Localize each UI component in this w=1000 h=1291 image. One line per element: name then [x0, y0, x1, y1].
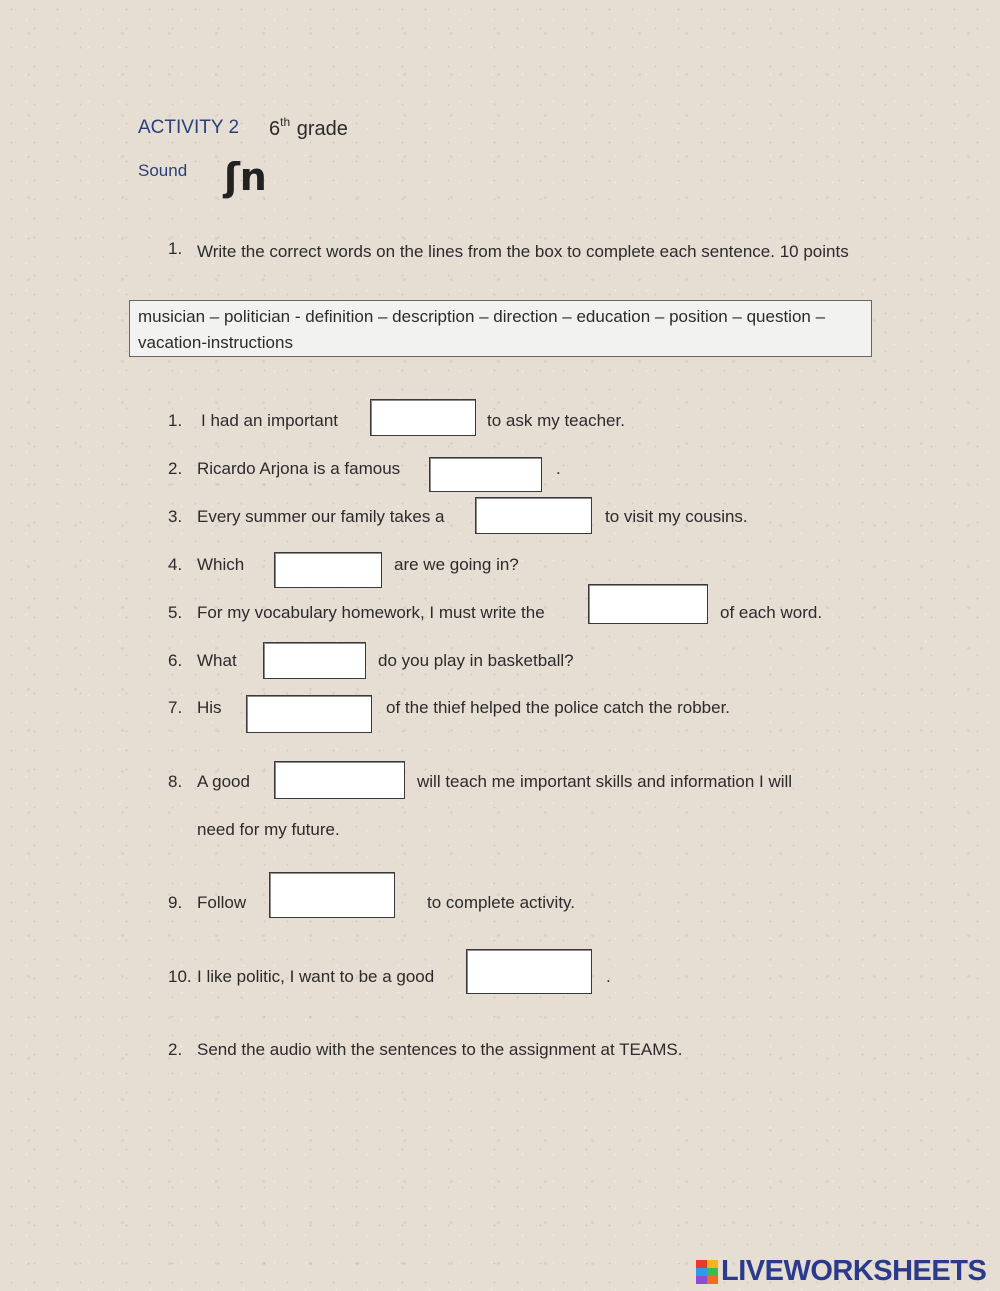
answer-input-10[interactable]	[466, 949, 592, 994]
sentence-3-after: to visit my cousins.	[605, 507, 748, 526]
sentence-7-before: His	[197, 698, 222, 717]
sentence-8-continuation: need for my future.	[197, 820, 340, 839]
answer-input-5[interactable]	[588, 584, 708, 624]
sentence-2-number: 2.	[168, 459, 183, 478]
sentence-7-after: of the thief helped the police catch the robber.	[386, 698, 731, 717]
sentence-6-after: do you play in basketball?	[378, 651, 574, 670]
phoneme-symbol: ʃn	[224, 155, 267, 199]
sentence-5-before: For my vocabulary homework, I must write the	[197, 603, 545, 622]
sound-label: Sound	[138, 161, 188, 180]
logo-mark-tile	[696, 1268, 707, 1276]
answer-input-2[interactable]	[429, 457, 542, 492]
sentence-4-after: are we going in?	[394, 555, 519, 574]
instruction-2-number: 2.	[168, 1040, 183, 1059]
sentence-6-number: 6.	[168, 651, 183, 670]
sentence-4-before: Which	[197, 555, 245, 574]
sentence-2-before: Ricardo Arjona is a famous	[197, 459, 401, 478]
answer-input-9[interactable]	[269, 872, 395, 918]
answer-input-4[interactable]	[274, 552, 382, 588]
answer-input-3[interactable]	[475, 497, 592, 534]
grade-suffix: th	[280, 115, 291, 129]
grade-number: 6	[269, 118, 281, 140]
sentence-9-number: 9.	[168, 893, 183, 912]
liveworksheets-logo	[696, 1255, 986, 1288]
sentence-9-before: Follow	[197, 893, 247, 912]
grade-word: grade	[296, 118, 348, 140]
word-bank-box: musician – politician - definition – description – direction – education – position – question – vacation-instructions	[129, 300, 872, 357]
sentence-1-number: 1.	[168, 411, 183, 430]
grade-label	[269, 115, 348, 141]
answer-input-6[interactable]	[263, 642, 366, 679]
sentence-6-before: What	[197, 651, 237, 670]
sentence-1-after: to ask my teacher.	[487, 411, 625, 430]
answer-input-7[interactable]	[246, 695, 372, 733]
logo-text: LIVEWORKSHEETS	[721, 1255, 987, 1287]
sentence-9-after: to complete activity.	[427, 893, 576, 912]
sentence-2-after: .	[556, 459, 561, 478]
logo-mark-tile	[696, 1260, 707, 1268]
sentence-7-number: 7.	[168, 698, 183, 717]
sentence-10-before: I like politic, I want to be a good	[197, 967, 435, 986]
instruction-1-text: Write the correct words on the lines from the box to complete each sentence. 10 points	[197, 242, 849, 261]
sentence-10-after: .	[606, 967, 611, 986]
sentence-8-before: A good	[197, 772, 250, 791]
logo-mark-icon	[696, 1260, 718, 1284]
instruction-1-number: 1.	[168, 239, 183, 258]
sentence-5-number: 5.	[168, 603, 183, 622]
logo-mark-tile	[707, 1268, 718, 1276]
sentence-1-before: I had an important	[201, 411, 339, 430]
answer-input-1[interactable]	[370, 399, 476, 436]
sentence-8-after: will teach me important skills and information I will	[417, 772, 793, 791]
logo-mark-tile	[696, 1276, 707, 1284]
sentence-3-number: 3.	[168, 507, 183, 526]
answer-input-8[interactable]	[274, 761, 405, 799]
activity-title: ACTIVITY 2	[138, 117, 240, 138]
instruction-2-text: Send the audio with the sentences to the assignment at TEAMS.	[197, 1040, 683, 1059]
sentence-4-number: 4.	[168, 555, 183, 574]
sentence-8-number: 8.	[168, 772, 183, 791]
sentence-10-number: 10.	[168, 967, 192, 986]
sentence-3-before: Every summer our family takes a	[197, 507, 445, 526]
sentence-5-after: of each word.	[720, 603, 823, 622]
logo-mark-tile	[707, 1276, 718, 1284]
logo-mark-tile	[707, 1260, 718, 1268]
